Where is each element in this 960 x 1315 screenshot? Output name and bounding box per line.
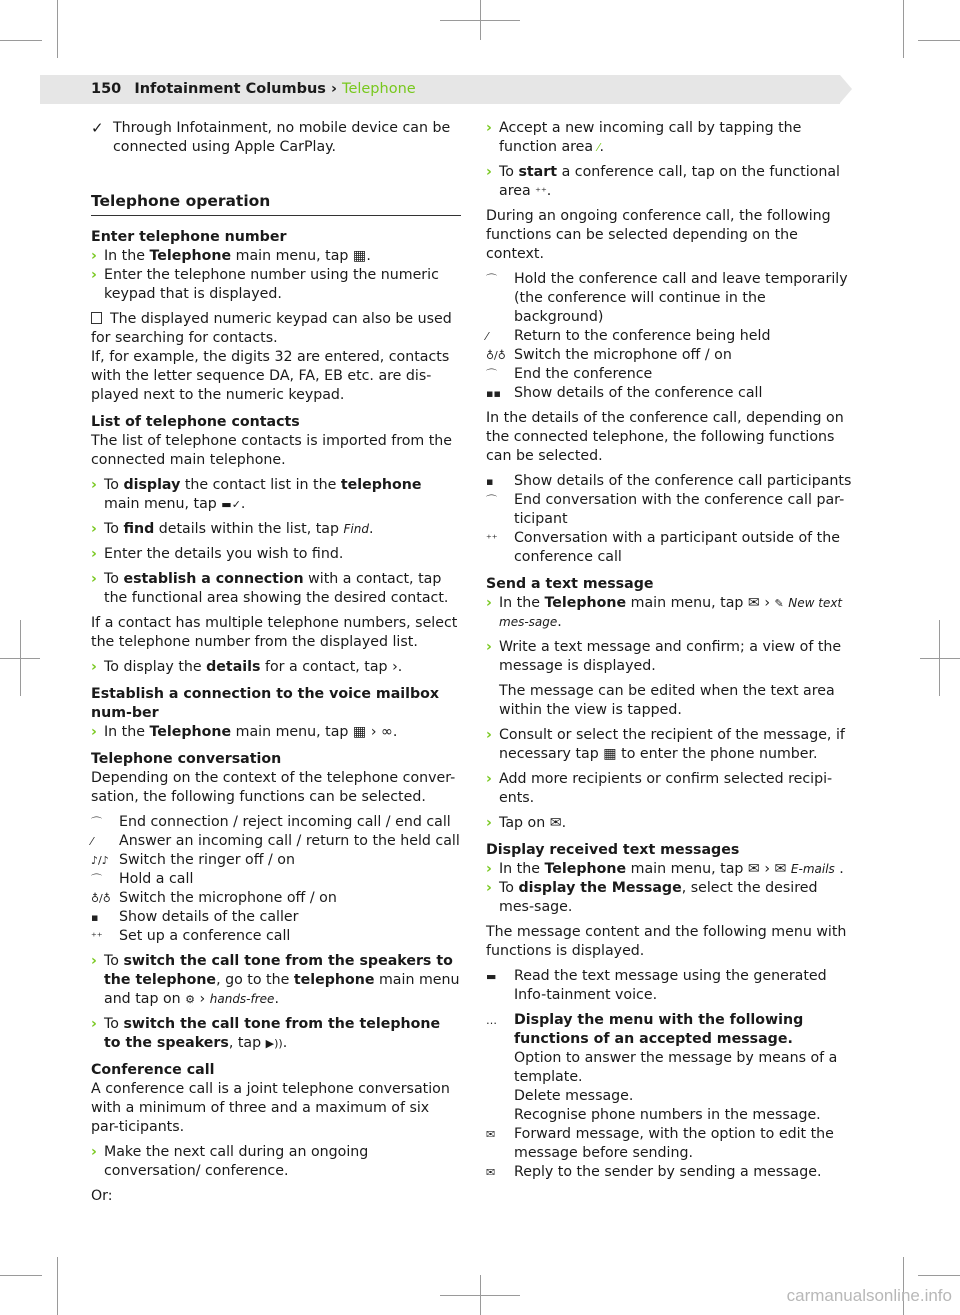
participants-icon: ▪▪ (486, 387, 501, 400)
chapter-title: Infotainment Columbus (134, 81, 326, 97)
answer-call-icon: ⁄ (91, 835, 93, 848)
check-icon: ✓ (91, 119, 104, 137)
ringer-icon: ♪/♪ (91, 854, 109, 867)
crop-mark (0, 40, 42, 41)
reply-icon: ✉ (486, 1166, 496, 1179)
step: › Tap on ✉. (486, 814, 856, 833)
note-text: If, for example, the digits 32 are entered, contacts with the letter sequence DA, FA, EB etc. are dis-played next to the numeric keypad. (91, 349, 450, 403)
conference-functions (486, 270, 856, 403)
watermark: carmanualsonline.info (786, 1286, 952, 1305)
answer-call-icon: ⁄ (486, 330, 488, 343)
conference-block: Conference call A conference call is a joint telephone conversation with a minimum of three and a maximum of six par-ticipants. › Make the next call during an ongoing conversation/ conference. Or: (91, 1061, 461, 1206)
subheading: List of telephone contacts (91, 414, 300, 430)
subheading: Telephone conversation (91, 751, 282, 767)
breadcrumb-separator: › (331, 81, 337, 97)
step: › To switch the call tone from the speakers to the telephone, go to the telephone main menu and tap on ⚙ › hands-free. (91, 952, 461, 1009)
function-row: … Display the menu with the following functions of an accepted message. Option to answer the message by means of a template. Delete message. Recognise phone numbers in the message. (486, 1012, 838, 1123)
step: › Accept a new incoming call by tapping the function area ⁄. (486, 119, 856, 157)
received-messages-block: Display received text messages › In the Telephone main menu, tap ✉ › ✉ E-mails . › To display the Message, select the desired mes-sage. The message content and the following menu with functions is displayed. ▬ Read the text message using the generated Info-tainment voice. … Display the menu with the following functions of an accepted message. Option to answer the message by means of a template. Delete message. Recognise phone numbers in the message. ✉ Forward message, with the option to edit the message before sending. ✉ Reply to the sender by sending a message. (486, 841, 856, 1182)
note-icon (91, 312, 102, 324)
crop-mark (57, 1257, 58, 1315)
function-row: ▪ Show details of the caller (91, 909, 299, 925)
function-row: ⌒ End connection / reject incoming call / end call (91, 814, 451, 830)
read-aloud-icon: ▬ (486, 970, 497, 983)
step: › Add more recipients or confirm selected recipi-ents. (486, 770, 856, 808)
crop-mark (20, 620, 21, 696)
function-row: ✉ Reply to the sender by sending a message. (486, 1164, 822, 1180)
function-row: ♁/♁ Switch the microphone off / on (486, 347, 732, 363)
carplay-note: ✓ Through Infotainment, no mobile device can be connected using Apple CarPlay. (91, 119, 451, 155)
section-title: Telephone (342, 81, 416, 97)
crop-mark (480, 0, 481, 40)
step: › Write a text message and confirm; a view of the message is displayed. (486, 638, 856, 676)
step: › To display the details for a contact, tap ›. (91, 658, 461, 677)
mailbox-block (91, 685, 461, 742)
contacts-icon: ▬✓ (221, 498, 241, 511)
end-call-icon: ⌒ (91, 816, 102, 829)
left-column (91, 119, 461, 1214)
function-row: ✉ Forward message, with the option to edit the message before sending. (486, 1126, 834, 1161)
function-row: ⌒ Hold the conference call and leave temporarily (the conference will continue in the background) (486, 271, 848, 325)
subheading: Conference call (91, 1062, 215, 1078)
caller-details-icon: ▪ (91, 911, 99, 924)
step: › Make the next call during an ongoing conversation/ conference. (91, 1143, 461, 1181)
microphone-icon: ♁/♁ (486, 349, 506, 362)
microphone-icon: ♁/♁ (91, 892, 111, 905)
forward-icon: ✉ (486, 1128, 496, 1141)
step: › Consult or select the recipient of the message, if necessary tap ▦ to enter the phone number. (486, 726, 856, 764)
step: › To establish a connection with a contact, tap the functional area showing the desired contact. (91, 570, 461, 608)
step: › To switch the call tone from the telephone to the speakers, tap ▶)). (91, 1015, 461, 1053)
function-row: ⌒ End the conference (486, 366, 653, 382)
page-header-tip (840, 75, 852, 103)
note: The displayed numeric keypad can also be used for searching for contacts. (91, 311, 452, 346)
new-message-icon: ✎ (774, 597, 784, 610)
step: › Enter the details you wish to find. (91, 545, 461, 564)
subheading: Establish a connection to the voice mailbox num-ber (91, 686, 440, 721)
function-row: ▪▪ Show details of the conference call (486, 385, 763, 401)
answer-call-icon: ⁄ (597, 141, 600, 154)
conversation-functions (91, 813, 461, 946)
subheading: Enter telephone number (91, 229, 287, 245)
crop-mark (903, 0, 904, 58)
enter-number-block (91, 228, 461, 405)
step: › To find details within the list, tap Find. (91, 520, 461, 539)
page-number: 150 (91, 81, 122, 97)
hold-icon: ⌒ (91, 873, 102, 886)
right-column: › Accept a new incoming call by tapping the function area ⁄. › To start a conference call, tap on the functional area ⁺⁺. During an ongoing conference call, the following functions can be selected depending on the context. ⌒ Hold the conference call and leave temporarily (the conference will continue in the background) ⁄ Return to the conference being held ♁/♁ Switch the microphone off / on ⌒ End the conference ▪▪ Show details of the conference call In the details of the conference call, depending on the connected telephone, the following functions can be selected. ▪ Show details of the conference call participants ⌒ End conversation with the conference call par-ticipant ⁺⁺ Conversation with a participant outside of the conference call Send a text message › In the Telephone main menu, tap ✉ › ✎ New text mes-sage. › Write a text message and confirm; a view of the message is displayed. The message can be edited when the text area within the view is tapped. › Consult or select the recipient of the message, if necessary tap ▦ to enter the phone number. › Add more recipients or confirm selected recipi-ents. › Tap on ✉. Display received text messages › In the Telephone main menu, tap ✉ › ✉ E-mails . › To display the Message, select the desired mes-sage. The message content and the following menu with functions is displayed. ▬ Read the text message using the generated Info-tainment voice. … Display the menu with the following functions of an accepted message. Option to answer the message by means of a template. Delete message. Recognise phone numbers in the message. ✉ Forward message, with the option to edit the message before sending. ✉ Reply to the sender by sending a message. (486, 119, 856, 1190)
crop-mark (918, 1275, 960, 1276)
function-row: ▪ Show details of the conference call participants (486, 473, 852, 489)
page-header (91, 80, 416, 99)
function-row: ⁄ Answer an incoming call / return to the held call (91, 833, 460, 849)
crop-mark (57, 0, 58, 58)
send-message-block: Send a text message › In the Telephone main menu, tap ✉ › ✎ New text mes-sage. › Write a text message and confirm; a view of the message is displayed. The message can be edited when the text area within the view is tapped. › Consult or select the recipient of the message, if necessary tap ▦ to enter the phone number. › Add more recipients or confirm selected recipi-ents. › Tap on ✉. (486, 575, 856, 833)
step: › To display the Message, select the desired mes-sage. (486, 879, 856, 917)
end-call-icon: ⌒ (486, 494, 497, 507)
function-row: ♁/♁ Switch the microphone off / on (91, 890, 337, 906)
subheading: Send a text message (486, 576, 654, 592)
function-row: ⌒ Hold a call (91, 871, 194, 887)
end-call-icon: ⌒ (486, 368, 497, 381)
more-menu-icon: … (486, 1014, 497, 1027)
settings-icon: ⚙ (185, 993, 196, 1006)
step: › In the Telephone main menu, tap ✉ › ✎ New text mes-sage. (486, 594, 856, 632)
step: › To start a conference call, tap on the functional area ⁺⁺. (486, 163, 856, 201)
conversation-block: Telephone conversation Depending on the context of the telephone conver-sation, the following functions can be selected. ⌒ End connection / reject incoming call / end call ⁄ Answer an incoming call / return to the held call ♪/♪ Switch the ringer off / on ⌒ Hold a call ♁/♁ Switch the microphone off / on ▪ Show details of the caller ⁺⁺ Set up a conference call › To switch the call tone from the speakers to the telephone, go to the telephone main menu and tap on ⚙ › hands-free. › To switch the call tone from the telephone to the speakers, tap ▶)). (91, 750, 461, 1053)
function-row: ⁺⁺ Conversation with a participant outside of the conference call (486, 530, 840, 565)
speaker-icon: ▶)) (265, 1037, 283, 1050)
subheading: Display received text messages (486, 842, 740, 858)
crop-mark (918, 40, 960, 41)
step: › In the Telephone main menu, tap ▦ › ∞. (91, 723, 461, 742)
crop-mark (939, 620, 940, 696)
contacts-block: List of telephone contacts The list of telephone contacts is imported from the connected main telephone. › To display the contact list in the telephone main menu, tap ▬✓. › To find details within the list, tap Find. › Enter the details you wish to find. › To establish a connection with a contact, tap the functional area showing the desired contact. If a contact has multiple telephone numbers, select the telephone number from the displayed list. › To display the details for a contact, tap ›. (91, 413, 461, 677)
function-row: ⌒ End conversation with the conference call par-ticipant (486, 492, 845, 527)
function-row: ♪/♪ Switch the ringer off / on (91, 852, 295, 868)
step: › In the Telephone main menu, tap ✉ › ✉ E-mails . (486, 860, 856, 879)
step: › To display the contact list in the telephone main menu, tap ▬✓. (91, 476, 461, 514)
private-call-icon: ⁺⁺ (486, 532, 498, 545)
section-heading: Telephone operation (91, 192, 461, 216)
participant-icon: ▪ (486, 475, 494, 488)
conference-icon: ⁺⁺ (535, 185, 547, 198)
function-row: ⁄ Return to the conference being held (486, 328, 771, 344)
step: › In the Telephone main menu, tap ▦. (91, 247, 461, 266)
function-row: ⁺⁺ Set up a conference call (91, 928, 291, 944)
detail-functions (486, 472, 856, 567)
function-row: ▬ Read the text message using the generated Info-tainment voice. (486, 968, 827, 1003)
hold-icon: ⌒ (486, 273, 497, 286)
conference-icon: ⁺⁺ (91, 930, 103, 943)
crop-mark (480, 1275, 481, 1315)
crop-mark (920, 658, 960, 659)
step: › Enter the telephone number using the numeric keypad that is displayed. (91, 266, 461, 304)
crop-mark (0, 1275, 42, 1276)
